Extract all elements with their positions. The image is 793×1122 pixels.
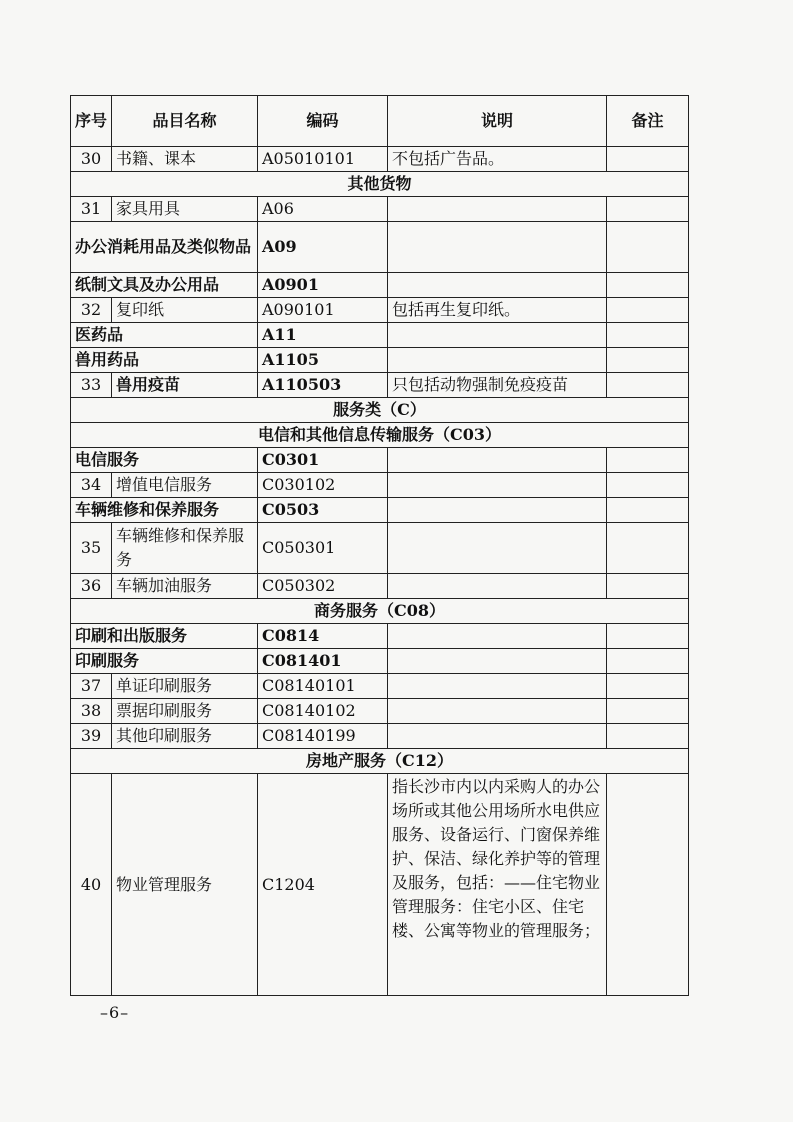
row-desc: [388, 574, 607, 599]
row-remark: [607, 774, 689, 996]
section-title: 服务类（C）: [71, 398, 689, 423]
category-code: A09: [258, 222, 388, 273]
table-row: [71, 473, 689, 498]
category-name: 纸制文具及办公用品: [71, 273, 258, 298]
header-name: 品目名称: [112, 96, 258, 147]
category-code: A11: [258, 323, 388, 348]
row-name: 车辆维修和保养服务: [112, 523, 258, 574]
category-code: C0814: [258, 624, 388, 649]
category-name: 车辆维修和保养服务: [71, 498, 258, 523]
row-desc: 不包括广告品。: [388, 147, 607, 172]
row-seq: 30: [71, 147, 112, 172]
row-seq: 34: [71, 473, 112, 498]
category-code: C0503: [258, 498, 388, 523]
section-title: 其他货物: [71, 172, 689, 197]
category-row: [71, 273, 689, 298]
category-row: [71, 498, 689, 523]
row-name: 单证印刷服务: [112, 674, 258, 699]
row-desc: [388, 348, 607, 373]
row-desc: 包括再生复印纸。: [388, 298, 607, 323]
section-row: [71, 172, 689, 197]
row-remark: [607, 147, 689, 172]
category-row: [71, 624, 689, 649]
row-seq: 36: [71, 574, 112, 599]
row-remark: [607, 373, 689, 398]
row-desc: [388, 197, 607, 222]
table-row: [71, 373, 689, 398]
section-row: [71, 398, 689, 423]
section-row: [71, 423, 689, 448]
category-name: 印刷和出版服务: [71, 624, 258, 649]
page-number: –6–: [100, 1003, 130, 1022]
row-name: 增值电信服务: [112, 473, 258, 498]
row-code: C08140199: [258, 724, 388, 749]
section-row: [71, 749, 689, 774]
row-desc: [388, 699, 607, 724]
row-name: 书籍、课本: [112, 147, 258, 172]
header-desc: 说明: [388, 96, 607, 147]
row-remark: [607, 624, 689, 649]
row-desc: [388, 498, 607, 523]
row-remark: [607, 273, 689, 298]
category-name: 印刷服务: [71, 649, 258, 674]
category-name: 电信服务: [71, 448, 258, 473]
row-remark: [607, 699, 689, 724]
row-remark: [607, 197, 689, 222]
category-code: A0901: [258, 273, 388, 298]
category-code: C081401: [258, 649, 388, 674]
table-row: [71, 699, 689, 724]
table-row: [71, 298, 689, 323]
category-row: [71, 222, 689, 273]
category-row: [71, 448, 689, 473]
table-row: [71, 574, 689, 599]
table-row: [71, 147, 689, 172]
row-desc: [388, 273, 607, 298]
row-seq: 32: [71, 298, 112, 323]
row-seq: 31: [71, 197, 112, 222]
row-desc: [388, 473, 607, 498]
category-name: 办公消耗用品及类似物品: [71, 222, 258, 273]
row-seq: 35: [71, 523, 112, 574]
row-name: 其他印刷服务: [112, 724, 258, 749]
row-code: C08140102: [258, 699, 388, 724]
row-name: 票据印刷服务: [112, 699, 258, 724]
row-desc: [388, 674, 607, 699]
row-remark: [607, 348, 689, 373]
row-desc: [388, 624, 607, 649]
header-code: 编码: [258, 96, 388, 147]
row-code: C08140101: [258, 674, 388, 699]
row-code: A110503: [258, 373, 388, 398]
row-name: 复印纸: [112, 298, 258, 323]
row-remark: [607, 498, 689, 523]
row-remark: [607, 649, 689, 674]
row-code: C1204: [258, 774, 388, 996]
section-title: 商务服务（C08）: [71, 599, 689, 624]
row-code: C030102: [258, 473, 388, 498]
category-code: C0301: [258, 448, 388, 473]
row-seq: 33: [71, 373, 112, 398]
row-code: C050301: [258, 523, 388, 574]
catalog-table: [70, 95, 689, 996]
table-row: [71, 724, 689, 749]
row-remark: [607, 222, 689, 273]
row-code: C050302: [258, 574, 388, 599]
category-row: [71, 323, 689, 348]
table-row: [71, 674, 689, 699]
section-row: [71, 599, 689, 624]
row-seq: 40: [71, 774, 112, 996]
row-name: 兽用疫苗: [112, 373, 258, 398]
row-remark: [607, 574, 689, 599]
row-desc: 指长沙市内以内采购人的办公场所或其他公用场所水电供应服务、设备运行、门窗保养维护、保洁、绿化养护等的管理及服务，包括：——住宅物业管理服务：住宅小区、住宅楼、公寓等物业的管理服务；: [388, 774, 607, 996]
header-remark: 备注: [607, 96, 689, 147]
row-seq: 37: [71, 674, 112, 699]
row-desc: [388, 448, 607, 473]
category-name: 兽用药品: [71, 348, 258, 373]
row-desc: [388, 649, 607, 674]
header-seq: 序号: [71, 96, 112, 147]
row-desc: [388, 523, 607, 574]
row-desc: [388, 222, 607, 273]
category-code: A1105: [258, 348, 388, 373]
category-name: 医药品: [71, 323, 258, 348]
row-remark: [607, 448, 689, 473]
row-remark: [607, 674, 689, 699]
row-name: 家具用具: [112, 197, 258, 222]
row-remark: [607, 473, 689, 498]
table-row: [71, 197, 689, 222]
table-row: [71, 523, 689, 574]
row-remark: [607, 298, 689, 323]
row-code: A090101: [258, 298, 388, 323]
row-remark: [607, 323, 689, 348]
row-desc: 只包括动物强制免疫疫苗: [388, 373, 607, 398]
table-header-row: [71, 96, 689, 147]
category-row: [71, 649, 689, 674]
row-seq: 39: [71, 724, 112, 749]
row-remark: [607, 523, 689, 574]
row-desc: [388, 724, 607, 749]
row-seq: 38: [71, 699, 112, 724]
row-name: 车辆加油服务: [112, 574, 258, 599]
row-remark: [607, 724, 689, 749]
row-name: 物业管理服务: [112, 774, 258, 996]
table-row: [71, 774, 689, 996]
row-desc: [388, 323, 607, 348]
section-title: 电信和其他信息传输服务（C03）: [71, 423, 689, 448]
row-code: A05010101: [258, 147, 388, 172]
section-title: 房地产服务（C12）: [71, 749, 689, 774]
category-row: [71, 348, 689, 373]
row-code: A06: [258, 197, 388, 222]
